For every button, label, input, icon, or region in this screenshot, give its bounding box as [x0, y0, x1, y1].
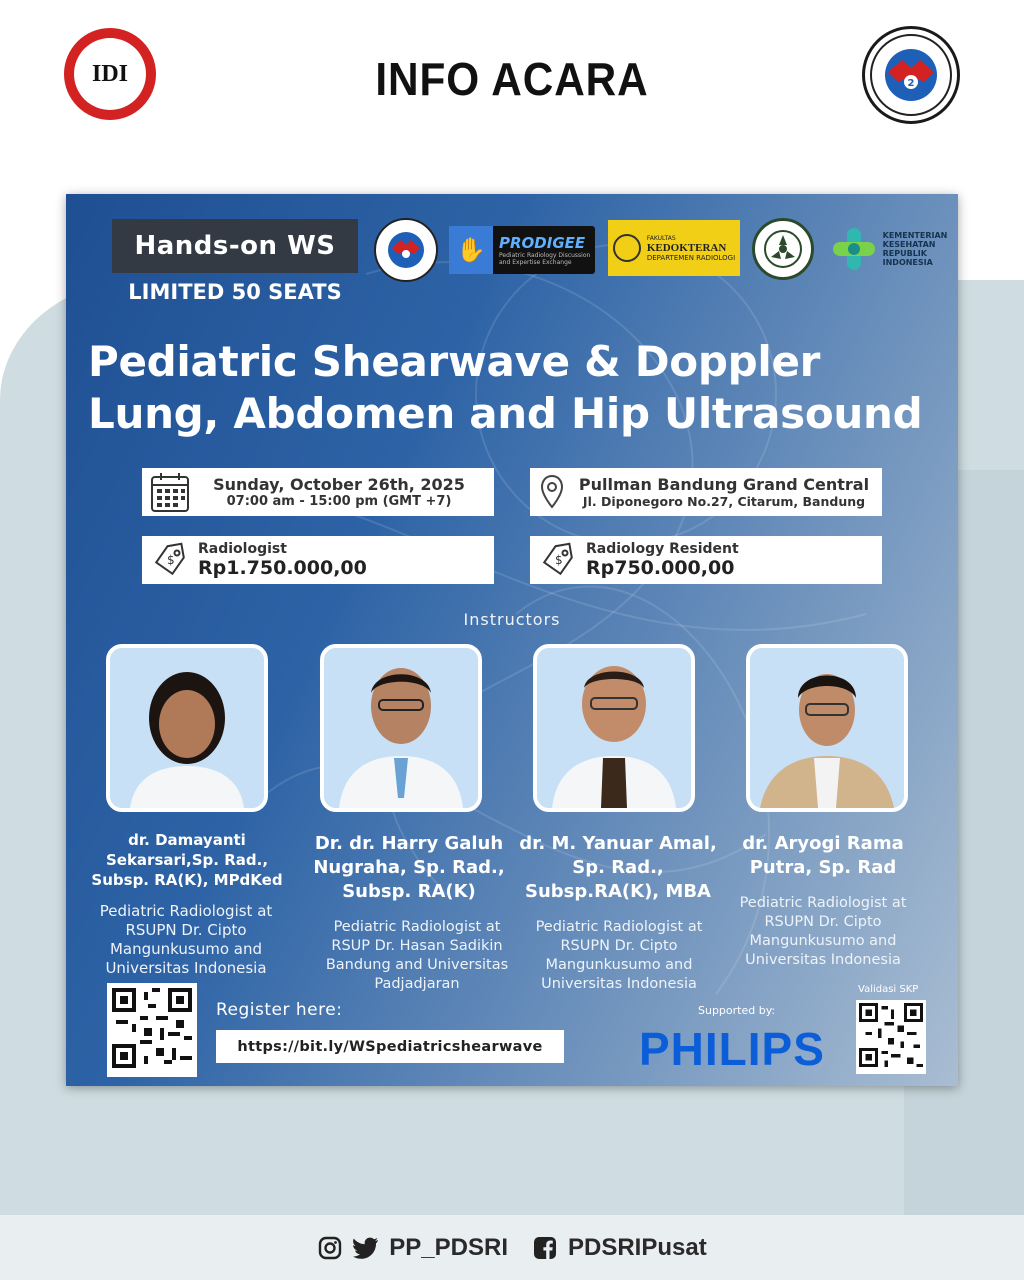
pdsri-logo	[862, 26, 960, 124]
radiology-unpad-seal	[752, 218, 814, 280]
instructor-description: Pediatric Radiologist at RSUPN Dr. Cipto Mangunkusumo and Universitas Indonesia	[99, 902, 273, 977]
seats-label: LIMITED 50 SEATS	[128, 280, 342, 304]
price-radiologist-label: Radiologist	[198, 541, 287, 557]
unpad-faculty: FAKULTAS	[646, 234, 676, 242]
instructor-name: dr. Aryogi Rama Putra, Sp. Rad	[742, 833, 904, 878]
event-title-line-2: Lung, Abdomen and Hip Ultrasound	[88, 389, 923, 438]
facebook-handle[interactable]: PDSRIPusat	[568, 1233, 707, 1261]
venue-name: Pullman Bandung Grand Central	[578, 475, 870, 494]
kemenkes-line-1: KEMENTERIAN	[882, 231, 948, 240]
kemenkes-logo	[824, 222, 954, 276]
pdsri-small-logo	[374, 218, 438, 282]
calendar-icon	[142, 471, 198, 513]
venue-address: Jl. Diponegoro No.27, Citarum, Bandung	[582, 494, 866, 509]
register-link[interactable]: https://bit.ly/WSpediatricshearwave	[216, 1030, 564, 1063]
partner-logos	[374, 216, 948, 280]
unpad-radiology-logo	[608, 220, 740, 276]
prodigee-logo	[449, 226, 595, 274]
workshop-tag: Hands-on WS	[112, 219, 358, 273]
svg-text:2: 2	[907, 78, 915, 89]
price-resident-label: Radiology Resident	[586, 541, 739, 557]
skp-qr-code[interactable]	[856, 1000, 926, 1074]
instructor-photo	[320, 644, 482, 812]
event-time: 07:00 am - 15:00 pm (GMT +7)	[226, 494, 452, 509]
page-title: INFO ACARA	[375, 53, 649, 105]
instructor-photo	[746, 644, 908, 812]
price-radiologist-value: Rp1.750.000,00	[198, 557, 367, 579]
twitter-handle[interactable]: PP_PDSRI	[389, 1233, 508, 1261]
location-pin-icon	[530, 474, 574, 510]
event-title-line-1: Pediatric Shearwave & Doppler	[88, 337, 821, 386]
event-poster	[66, 194, 958, 1086]
price-resident-box	[530, 536, 882, 584]
svg-text:$: $	[167, 553, 175, 567]
price-tag-icon	[142, 542, 198, 578]
instructor-description: Pediatric Radiologist at RSUP Dr. Hasan Sadikin Bandung and Universitas Padjadjaran	[325, 919, 509, 992]
unpad-seal-icon	[613, 234, 641, 262]
instructor-description: Pediatric Radiologist at RSUPN Dr. Cipto Mangunkusumo and Universitas Indonesia	[535, 919, 703, 992]
hand-icon: ✋	[449, 226, 493, 274]
idi-logo-text: IDI	[74, 38, 146, 110]
price-resident-value: Rp750.000,00	[586, 557, 735, 579]
prodigee-subtitle: Pediatric Radiology Discussion and Expertise Exchange	[499, 252, 591, 266]
twitter-icon[interactable]	[353, 1235, 379, 1261]
price-tag-icon	[530, 542, 586, 578]
instructor-description: Pediatric Radiologist at RSUPN Dr. Cipto Mangunkusumo and Universitas Indonesia	[739, 895, 907, 968]
kemenkes-line-3: REPUBLIK	[882, 249, 927, 258]
venue-box	[530, 468, 882, 516]
instructor-name: dr. Damayanti Sekarsari,Sp. Rad., Subsp. RA(K), MPdKed	[91, 831, 283, 889]
instagram-icon[interactable]	[317, 1235, 343, 1261]
instructor-photo	[106, 644, 268, 812]
date-box	[142, 468, 494, 516]
instructor-name: Dr. dr. Harry Galuh Nugraha, Sp. Rad., Subsp. RA(K)	[313, 833, 505, 902]
validasi-skp-label: Validasi SKP	[858, 984, 919, 995]
kemenkes-mark-icon	[831, 226, 877, 272]
svg-text:$: $	[555, 553, 563, 567]
facebook-icon[interactable]	[532, 1235, 558, 1261]
instructor-photo	[533, 644, 695, 812]
unpad-name: KEDOKTERAN	[646, 241, 727, 254]
supported-by-label: Supported by:	[698, 1004, 776, 1017]
philips-logo: PHILIPS	[639, 1023, 825, 1075]
event-date: Sunday, October 26th, 2025	[213, 475, 465, 494]
social-footer	[0, 1215, 1024, 1280]
instructors-heading: Instructors	[463, 610, 561, 629]
prodigee-name: PRODIGEE	[499, 234, 586, 252]
register-label: Register here:	[216, 1000, 343, 1020]
price-radiologist-box	[142, 536, 494, 584]
kemenkes-line-4: INDONESIA	[882, 258, 933, 267]
kemenkes-line-2: KESEHATAN	[882, 240, 936, 249]
event-title	[88, 336, 948, 440]
unpad-dept: DEPARTEMEN RADIOLOGI	[646, 253, 736, 262]
register-qr-code[interactable]	[107, 983, 197, 1077]
instructor-name: dr. M. Yanuar Amal, Sp. Rad., Subsp.RA(K), MBA	[519, 833, 717, 902]
